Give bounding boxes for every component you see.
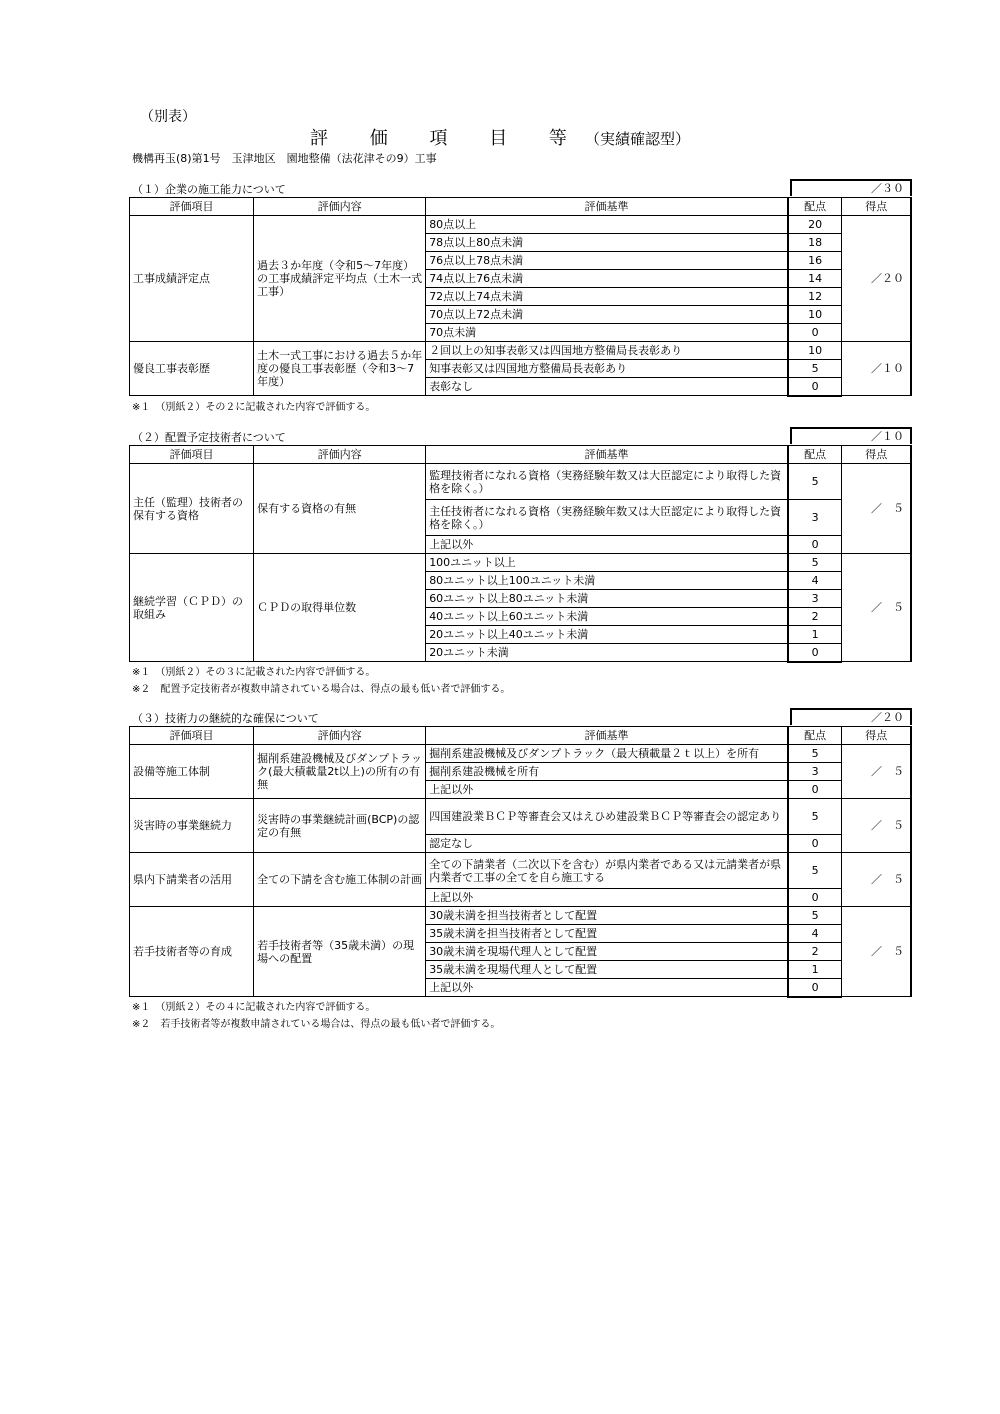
evaluation-criteria: 認定なし <box>426 835 788 853</box>
evaluation-content: 災害時の事業継続計画(BCP)の認定の有無 <box>254 799 426 853</box>
table-header-row <box>130 446 912 464</box>
evaluation-item: 工事成績評定点 <box>130 216 254 342</box>
allocated-points: 1 <box>788 961 842 979</box>
evaluation-criteria: 20ユニット未満 <box>426 644 788 662</box>
allocated-points: 1 <box>788 626 842 644</box>
evaluation-criteria: 掘削系建設機械を所有 <box>426 763 788 781</box>
allocated-points: 10 <box>788 342 842 360</box>
header-criteria: 評価基準 <box>426 446 788 464</box>
evaluation-content: 掘削系建設機械及びダンプトラック(最大積載量2t以上)の所有の有無 <box>254 745 426 799</box>
evaluation-criteria: 70点以上72点未満 <box>426 306 788 324</box>
evaluation-criteria: 80ユニット以上100ユニット未満 <box>426 572 788 590</box>
evaluation-criteria: 上記以外 <box>426 979 788 997</box>
evaluation-criteria: 四国建設業ＢＣＰ等審査会又はえひめ建設業ＢＣＰ等審査会の認定あり <box>426 799 788 835</box>
allocated-points: 18 <box>788 234 842 252</box>
allocated-points: 0 <box>788 324 842 342</box>
allocated-points: 3 <box>788 500 842 536</box>
allocated-points: 12 <box>788 288 842 306</box>
table-row <box>130 216 912 234</box>
allocated-points: 0 <box>788 536 842 554</box>
evaluation-criteria: 80点以上 <box>426 216 788 234</box>
evaluation-criteria: 35歳未満を現場代理人として配置 <box>426 961 788 979</box>
allocated-points: 5 <box>788 853 842 889</box>
evaluation-item: 若手技術者等の育成 <box>130 907 254 997</box>
evaluation-criteria: 60ユニット以上80ユニット未満 <box>426 590 788 608</box>
evaluation-content: 全ての下請を含む施工体制の計画 <box>254 853 426 907</box>
header-content: 評価内容 <box>254 727 426 745</box>
score-cell: ／ ５ <box>842 853 911 907</box>
evaluation-criteria: 上記以外 <box>426 889 788 907</box>
allocated-points: 5 <box>788 745 842 763</box>
evaluation-criteria: 表彰なし <box>426 378 788 396</box>
evaluation-criteria: 監理技術者になれる資格（実務経験年数又は大臣認定により取得した資格を除く。） <box>426 464 788 500</box>
section-title: （１）企業の施工能力について <box>132 183 286 196</box>
evaluation-criteria: 知事表彰又は四国地方整備局長表彰あり <box>426 360 788 378</box>
allocated-points: 0 <box>788 781 842 799</box>
header-points: 配点 <box>788 727 842 745</box>
score-cell: ／ ５ <box>842 554 911 662</box>
section-title: （２）配置予定技術者について <box>132 431 286 444</box>
evaluation-item: 優良工事表彰歴 <box>130 342 254 396</box>
allocated-points: 3 <box>788 763 842 781</box>
evaluation-criteria: 20ユニット以上40ユニット未満 <box>426 626 788 644</box>
title-main: 評 価 項 目 等 <box>310 128 585 149</box>
evaluation-table <box>129 726 912 998</box>
evaluation-criteria: 上記以外 <box>426 781 788 799</box>
section-total-points: ／１０ <box>790 427 912 444</box>
evaluation-criteria: 78点以上80点未満 <box>426 234 788 252</box>
allocated-points: 4 <box>788 572 842 590</box>
footnote: ※１ （別紙２）その２に記載された内容で評価する。 <box>132 402 376 413</box>
allocated-points: 0 <box>788 378 842 396</box>
evaluation-item: 災害時の事業継続力 <box>130 799 254 853</box>
allocated-points: 5 <box>788 907 842 925</box>
annex-label: （別表） <box>140 109 196 125</box>
evaluation-item: 設備等施工体制 <box>130 745 254 799</box>
score-cell: ／ ５ <box>842 464 911 554</box>
allocated-points: 16 <box>788 252 842 270</box>
allocated-points: 2 <box>788 943 842 961</box>
table-row <box>130 464 912 500</box>
evaluation-content: ＣＰＤの取得単位数 <box>254 554 426 662</box>
allocated-points: 14 <box>788 270 842 288</box>
allocated-points: 5 <box>788 799 842 835</box>
evaluation-content: 過去３か年度（令和5～7年度）の工事成績評定平均点（土木一式工事） <box>254 216 426 342</box>
evaluation-criteria: 35歳未満を担当技術者として配置 <box>426 925 788 943</box>
score-cell: ／１０ <box>842 342 911 396</box>
evaluation-criteria: 全ての下請業者（二次以下を含む）が県内業者である又は元請業者が県内業者で工事の全てを自ら施工する <box>426 853 788 889</box>
title-sub: （実績確認型） <box>584 130 690 148</box>
table-header-row <box>130 198 912 216</box>
section-total-points: ／３０ <box>790 179 912 196</box>
header-criteria: 評価基準 <box>426 727 788 745</box>
evaluation-criteria: 70点未満 <box>426 324 788 342</box>
header-score: 得点 <box>842 727 911 745</box>
section-title: （３）技術力の継続的な確保について <box>132 712 319 725</box>
allocated-points: 0 <box>788 835 842 853</box>
score-cell: ／ ５ <box>842 745 911 799</box>
evaluation-content: 保有する資格の有無 <box>254 464 426 554</box>
evaluation-criteria: 100ユニット以上 <box>426 554 788 572</box>
allocated-points: 4 <box>788 925 842 943</box>
allocated-points: 0 <box>788 979 842 997</box>
header-content: 評価内容 <box>254 198 426 216</box>
footnote: ※１ （別紙２）その３に記載された内容で評価する。 <box>132 667 376 678</box>
footnote: ※２ 配置予定技術者が複数申請されている場合は、得点の最も低い者で評価する。 <box>132 684 511 695</box>
project-name: 機構再玉(8)第1号 玉津地区 園地整備（法花津その9）工事 <box>132 152 437 165</box>
allocated-points: 5 <box>788 464 842 500</box>
header-item: 評価項目 <box>130 198 254 216</box>
evaluation-criteria: 上記以外 <box>426 536 788 554</box>
evaluation-criteria: 30歳未満を担当技術者として配置 <box>426 907 788 925</box>
score-cell: ／ ５ <box>842 799 911 853</box>
allocated-points: 20 <box>788 216 842 234</box>
evaluation-content: 土木一式工事における過去５か年度の優良工事表彰歴（令和3～7年度） <box>254 342 426 396</box>
evaluation-table <box>129 197 912 397</box>
header-criteria: 評価基準 <box>426 198 788 216</box>
allocated-points: 3 <box>788 590 842 608</box>
allocated-points: 5 <box>788 360 842 378</box>
evaluation-criteria: 主任技術者になれる資格（実務経験年数又は大臣認定により取得した資格を除く。） <box>426 500 788 536</box>
header-score: 得点 <box>842 198 911 216</box>
evaluation-criteria: 72点以上74点未満 <box>426 288 788 306</box>
evaluation-item: 継続学習（ＣＰＤ）の取組み <box>130 554 254 662</box>
header-content: 評価内容 <box>254 446 426 464</box>
header-item: 評価項目 <box>130 446 254 464</box>
table-row <box>130 853 912 889</box>
header-points: 配点 <box>788 446 842 464</box>
table-row <box>130 907 912 925</box>
evaluation-content: 若手技術者等（35歳未満）の現場への配置 <box>254 907 426 997</box>
section-total-points: ／２０ <box>790 708 912 725</box>
table-row <box>130 745 912 763</box>
evaluation-criteria: 掘削系建設機械及びダンプトラック（最大積載量２ｔ以上）を所有 <box>426 745 788 763</box>
header-points: 配点 <box>788 198 842 216</box>
header-item: 評価項目 <box>130 727 254 745</box>
evaluation-item: 主任（監理）技術者の保有する資格 <box>130 464 254 554</box>
evaluation-criteria: ２回以上の知事表彰又は四国地方整備局長表彰あり <box>426 342 788 360</box>
footnote: ※１ （別紙２）その４に記載された内容で評価する。 <box>132 1002 376 1013</box>
evaluation-criteria: 74点以上76点未満 <box>426 270 788 288</box>
header-score: 得点 <box>842 446 911 464</box>
footnote: ※２ 若手技術者等が複数申請されている場合は、得点の最も低い者で評価する。 <box>132 1019 501 1030</box>
evaluation-criteria: 76点以上78点未満 <box>426 252 788 270</box>
score-cell: ／ ５ <box>842 907 911 997</box>
allocated-points: 5 <box>788 554 842 572</box>
table-row <box>130 799 912 835</box>
table-row <box>130 554 912 572</box>
evaluation-criteria: 30歳未満を現場代理人として配置 <box>426 943 788 961</box>
allocated-points: 0 <box>788 644 842 662</box>
allocated-points: 10 <box>788 306 842 324</box>
allocated-points: 0 <box>788 889 842 907</box>
evaluation-criteria: 40ユニット以上60ユニット未満 <box>426 608 788 626</box>
evaluation-table <box>129 445 912 663</box>
table-row <box>130 342 912 360</box>
page-title <box>0 124 1000 150</box>
allocated-points: 2 <box>788 608 842 626</box>
evaluation-item: 県内下請業者の活用 <box>130 853 254 907</box>
table-header-row <box>130 727 912 745</box>
score-cell: ／２０ <box>842 216 911 342</box>
